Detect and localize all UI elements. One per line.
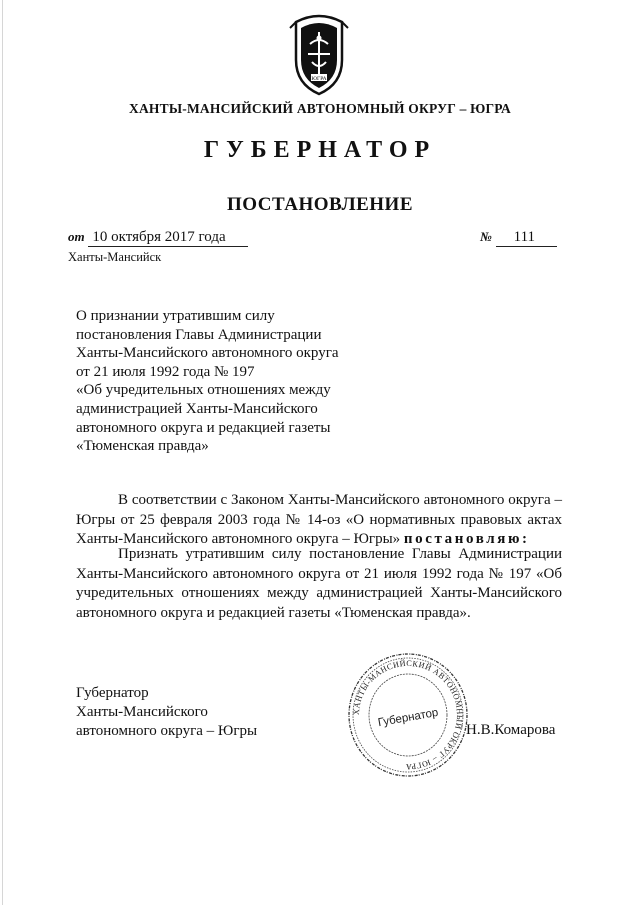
subject-line: от 21 июля 1992 года № 197 bbox=[76, 363, 255, 380]
number-prefix: № bbox=[480, 229, 492, 244]
number-value: 111 bbox=[496, 229, 557, 247]
subject-line: Ханты-Мансийского автономного округа bbox=[76, 345, 339, 362]
signatory-name: Н.В.Комарова bbox=[466, 722, 556, 738]
document-date bbox=[68, 229, 248, 247]
city: Ханты-Мансийск bbox=[68, 250, 162, 264]
signatory-title-line: Ханты-Мансийского bbox=[76, 704, 208, 720]
subject-line: администрацией Ханты-Мансийского bbox=[76, 400, 318, 417]
subject-line: О признании утратившим силу bbox=[76, 308, 275, 324]
signatory-title bbox=[76, 684, 257, 741]
document-number bbox=[480, 229, 557, 247]
stamp-ring-text: ХАНТЫ-МАНСИЙСКИЙ АВТОНОМНЫЙ ОКРУГ – ЮГРА bbox=[351, 658, 465, 772]
scan-edge bbox=[2, 0, 3, 905]
resolve-word: постановляю: bbox=[403, 531, 530, 547]
subject-line: «Об учредительных отношениях между bbox=[76, 382, 331, 399]
document-subject bbox=[76, 307, 339, 456]
preamble-text: В соответствии с Законом Ханты-Мансийского автономного округа – Югры от 25 февраля 2003 года № 14-оз «О нормативных правовых актах Ханты-Мансийского автономного округа – Югры» bbox=[76, 492, 562, 547]
coat-of-arms-icon bbox=[284, 10, 354, 96]
signatory-title-line: Губернатор bbox=[76, 685, 149, 701]
subject-line: постановления Главы Администрации bbox=[76, 326, 322, 343]
preamble-paragraph bbox=[76, 491, 562, 550]
crest-text: ЮГРА bbox=[311, 76, 327, 82]
subject-line: «Тюменская правда» bbox=[76, 438, 209, 455]
document-type: ПОСТАНОВЛЕНИЕ bbox=[226, 194, 414, 215]
stamp-center-text: Губернатор bbox=[377, 706, 440, 730]
date-prefix: от bbox=[68, 229, 85, 244]
region-name: ХАНТЫ-МАНСИЙСКИЙ АВТОНОМНЫЙ ОКРУГ – ЮГРА bbox=[129, 101, 511, 116]
official-stamp bbox=[346, 651, 470, 779]
date-value: 10 октября 2017 года bbox=[88, 229, 247, 247]
operative-paragraph: Признать утратившим силу постановление Главы Администрации Ханты-Мансийского автономного округа от 21 июля 1992 года № 197 «Об учредительных отношениях между администрацией Ханты-Мансийского автономного округа и редакцией газеты «Тюменская правда». bbox=[76, 546, 562, 621]
authority-title: ГУБЕРНАТОР bbox=[203, 137, 437, 163]
subject-line: автономного округа и редакцией газеты bbox=[76, 419, 331, 436]
signatory-title-line: автономного округа – Югры bbox=[76, 723, 258, 739]
